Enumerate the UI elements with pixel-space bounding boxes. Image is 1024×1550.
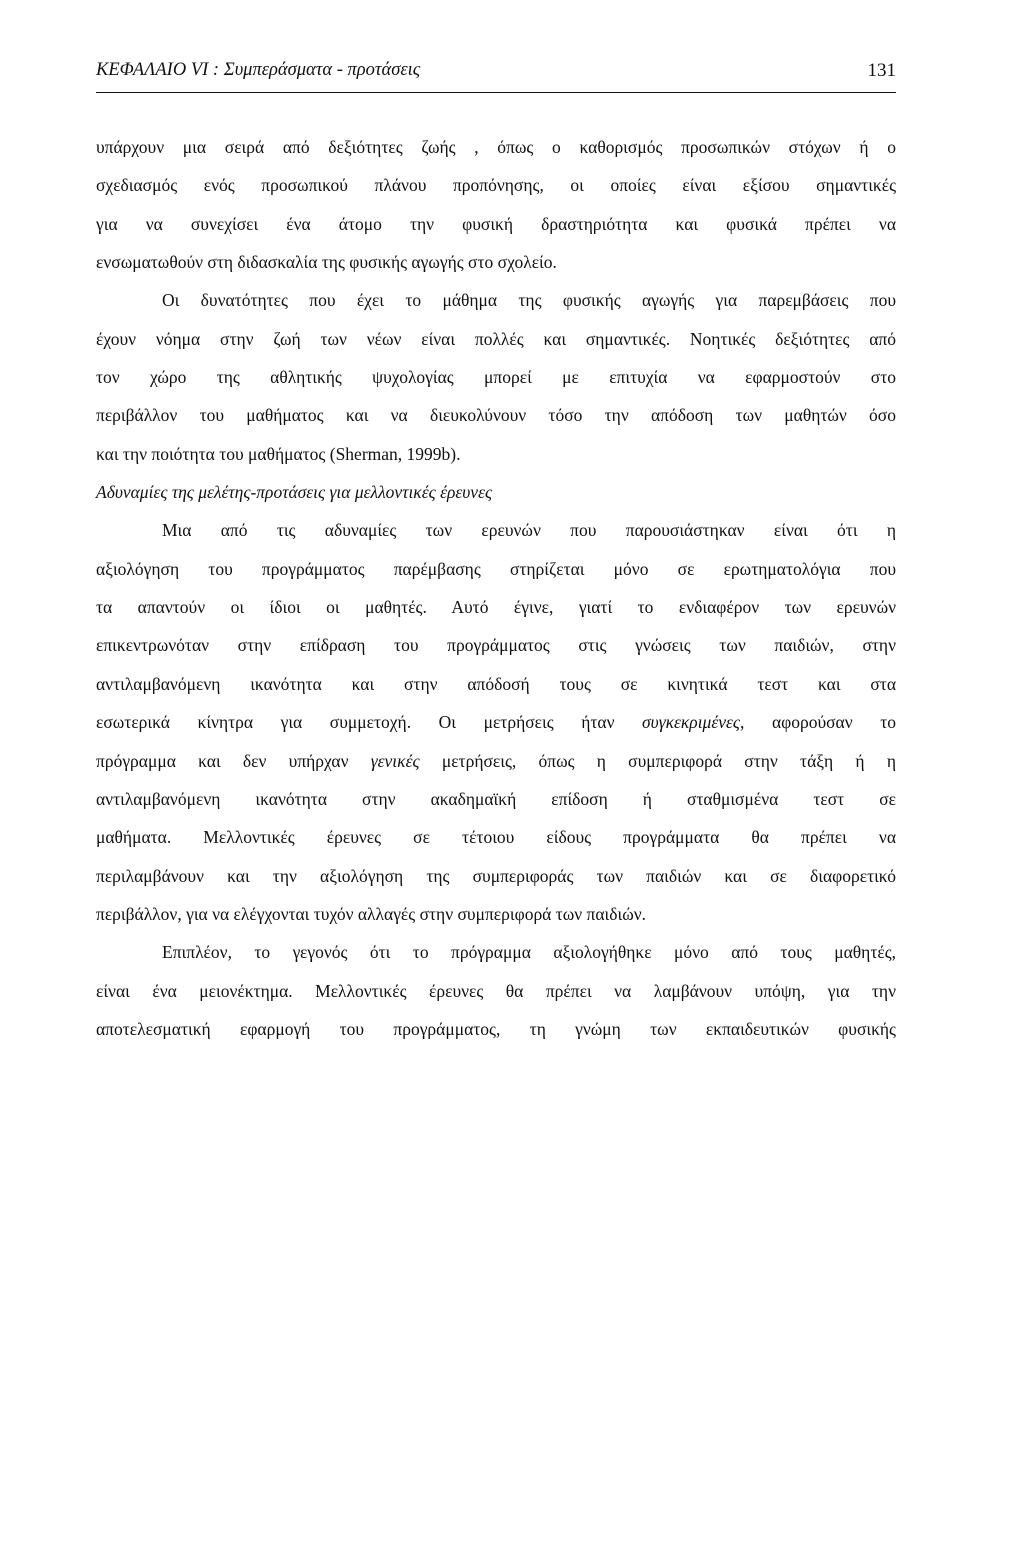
running-header [96, 60, 896, 94]
text-line: επικεντρωνόταν στην επίδραση του προγράμματος στις γνώσεις των παιδιών, στην [96, 635, 896, 656]
emphasis-text: συγκεκριμένες [642, 712, 741, 733]
text-line: τα απαντούν οι ίδιοι οι μαθητές. Αυτό έγινε, γιατί το ενδιαφέρον των ερευνών [96, 597, 896, 618]
text-line: έχουν νόημα στην ζωή των νέων είναι πολλές και σημαντικές. Νοητικές δεξιότητες από [96, 328, 896, 349]
body-text [96, 128, 896, 1048]
text-line: μαθήματα. Μελλοντικές έρευνες σε τέτοιου είδους προγράμματα θα πρέπει να [96, 827, 896, 848]
text-line: Οι δυνατότητες που έχει το μάθημα της φυσικής αγωγής για παρεμβάσεις που [162, 290, 896, 311]
text-line: τον χώρο της αθλητικής ψυχολογίας μπορεί με επιτυχία να εφαρμοστούν στο [96, 367, 896, 388]
text-line: Μια από τις αδυναμίες των ερευνών που παρουσιάστηκαν είναι ότι η [162, 520, 896, 541]
text-line: αποτελεσματική εφαρμογή του προγράμματος, τη γνώμη των εκπαιδευτικών φυσικής [96, 1018, 896, 1039]
text-line: υπάρχουν μια σειρά από δεξιότητες ζωής , όπως ο καθορισμός προσωπικών στόχων ή ο [96, 137, 896, 157]
page-number: 131 [867, 60, 896, 81]
paragraph-1 [96, 128, 896, 281]
text-line: για να συνεχίσει ένα άτομο την φυσική δραστηριότητα και φυσικά πρέπει να [96, 213, 896, 234]
paragraph-4 [96, 933, 896, 1048]
text-line: αντιλαμβανόμενη ικανότητα στην ακαδημαϊκή επίδοση ή σταθμισμένα τεστ σε [96, 788, 896, 809]
paragraph-3 [96, 511, 896, 933]
text-line [96, 703, 896, 741]
text-line: περιλαμβάνουν και την αξιολόγηση της συμπεριφοράς των παιδιών και σε διαφορετικό [96, 865, 896, 886]
text-line: αντιλαμβανόμενη ικανότητα και στην απόδοσή τους σε κινητικά τεστ και στα [96, 673, 896, 694]
paragraph-2 [96, 281, 896, 473]
section-subheading-block [96, 473, 896, 511]
text-line: και την ποιότητα του μαθήματος (Sherman, 1999b). [96, 443, 461, 464]
text-line: ενσωματωθούν στη διδασκαλία της φυσικής αγωγής στο σχολείο. [96, 252, 557, 273]
text-line: περιβάλλον του μαθήματος και να διευκολύνουν τόσο την απόδοση των μαθητών όσο [96, 405, 896, 426]
section-subheading: Αδυναμίες της μελέτης-προτάσεις για μελλοντικές έρευνες [96, 482, 493, 503]
text-segment: εσωτερικά κίνητρα για συμμετοχή. Οι μετρήσεις ήταν [96, 712, 643, 733]
text-segment: πρόγραμμα και δεν υπήρχαν [96, 750, 371, 771]
text-line: Επιπλέον, το γεγονός ότι το πρόγραμμα αξιολογήθηκε μόνο από τους μαθητές, [162, 942, 896, 963]
text-line [96, 742, 896, 780]
chapter-title: ΚΕΦΑΛΑΙΟ VI : Συμπεράσματα - προτάσεις [96, 60, 421, 80]
text-line: περιβάλλον, για να ελέγχονται τυχόν αλλαγές στην συμπεριφορά των παιδιών. [96, 903, 647, 924]
header-rule [96, 92, 896, 93]
text-segment: μετρήσεις, όπως η συμπεριφορά στην τάξη ή η [419, 750, 896, 771]
text-line: σχεδιασμός ενός προσωπικού πλάνου προπόνησης, οι οποίες είναι εξίσου σημαντικές [96, 175, 896, 196]
emphasis-text: γενικές [370, 750, 420, 771]
text-line: αξιολόγηση του προγράμματος παρέμβασης στηρίζεται μόνο σε ερωτηματολόγια που [96, 558, 896, 579]
text-segment: , αφορούσαν το [740, 712, 896, 733]
text-line: είναι ένα μειονέκτημα. Μελλοντικές έρευνες θα πρέπει να λαμβάνουν υπόψη, για την [96, 980, 896, 1001]
